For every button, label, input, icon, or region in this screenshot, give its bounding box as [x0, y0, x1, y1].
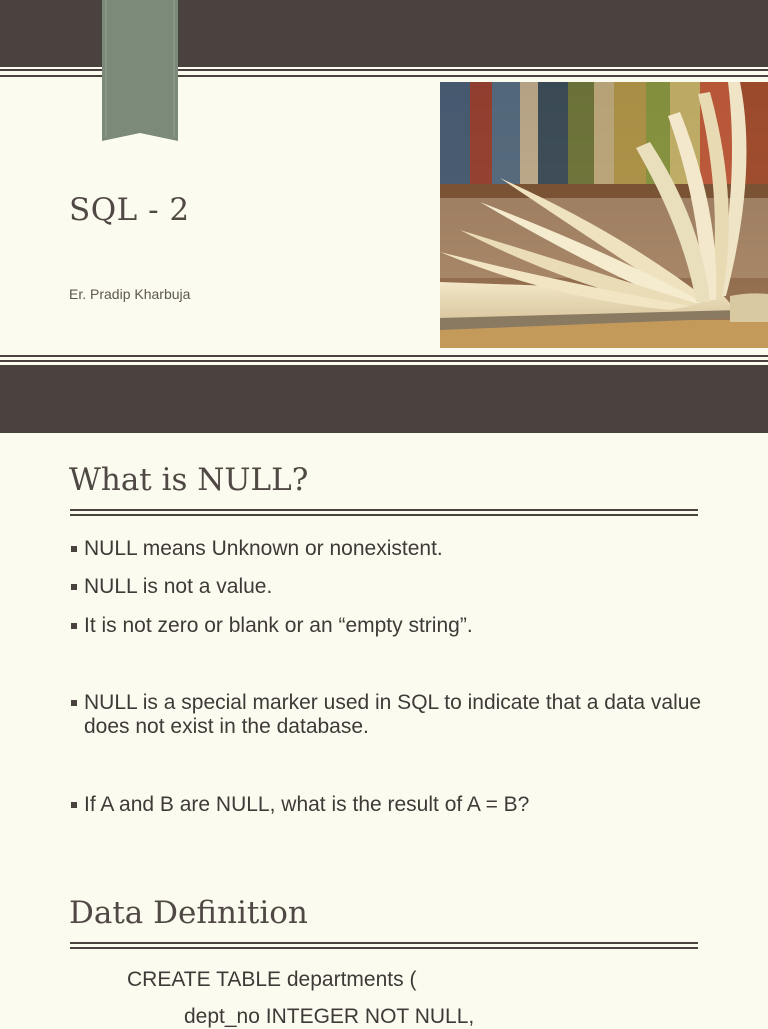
bullet-item: [70, 575, 710, 599]
author-name: Er. Pradip Kharbuja: [69, 286, 191, 302]
open-book-photo: [440, 82, 768, 348]
bookmark-ribbon-icon: [102, 0, 178, 143]
code-line: dept_no INTEGER NOT NULL,: [184, 1005, 475, 1028]
bullet-text: It is not zero or blank or an “empty string”.: [84, 614, 473, 637]
title-rule-bottom: [70, 514, 698, 516]
title-rule-top: [70, 942, 698, 944]
square-bullet-icon: [71, 546, 77, 552]
square-bullet-icon: [71, 802, 77, 808]
bullet-text: NULL is not a value.: [84, 575, 273, 598]
bullet-item: [70, 537, 710, 561]
square-bullet-icon: [71, 700, 77, 706]
title-rule-top: [70, 509, 698, 511]
bullet-text: If A and B are NULL, what is the result of A = B?: [84, 793, 530, 816]
square-bullet-icon: [71, 623, 77, 629]
bullet-text: NULL is a special marker used in SQL to indicate that a data value does not exist in the database.: [84, 691, 702, 738]
slide-title-data-definition: Data Definition: [69, 895, 308, 931]
bullet-text: NULL means Unknown or nonexistent.: [84, 537, 443, 560]
bottom-footer-band: [0, 365, 768, 433]
bullet-item: [70, 614, 710, 638]
footer-divider-bottom: [0, 360, 768, 362]
presentation-title: SQL - 2: [69, 192, 190, 228]
open-book-icon: [440, 82, 768, 348]
title-rule-bottom: [70, 947, 698, 949]
square-bullet-icon: [71, 584, 77, 590]
bullet-item: [70, 691, 710, 739]
footer-divider-top: [0, 355, 768, 357]
code-line: CREATE TABLE departments (: [127, 968, 417, 991]
bullet-item: [70, 793, 710, 817]
slide-title-null: What is NULL?: [69, 462, 309, 498]
